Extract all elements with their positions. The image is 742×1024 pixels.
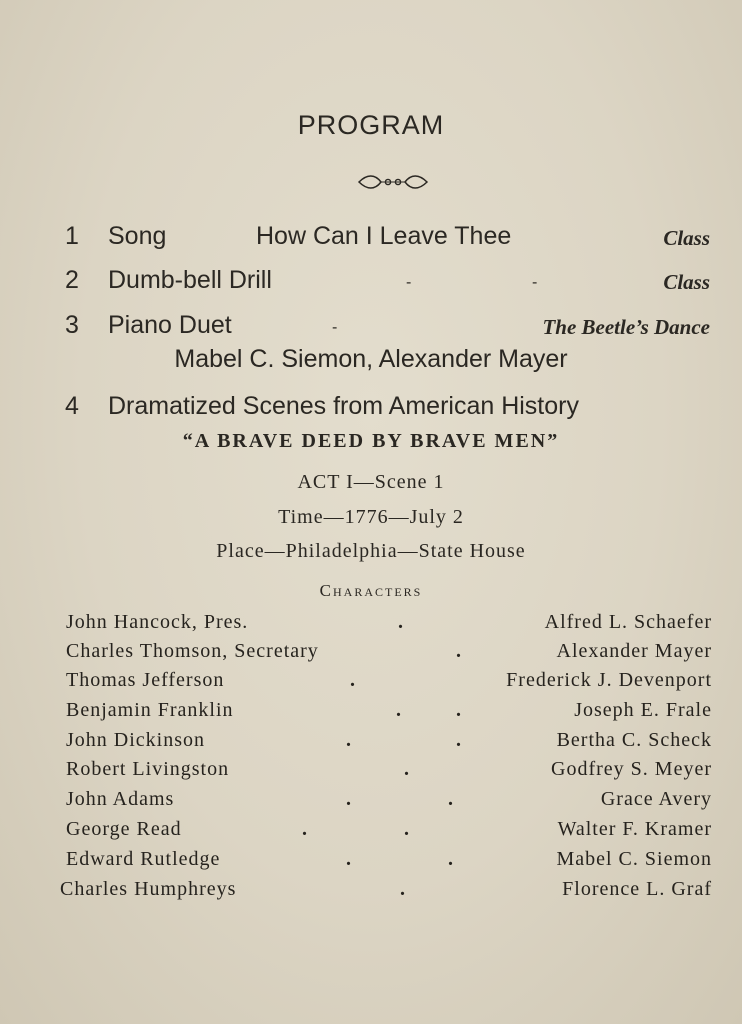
cast-row [0, 758, 742, 786]
play-time: Time—1776—July 2 [278, 506, 464, 528]
leader-dash: - [332, 319, 338, 336]
item-label: Piano Duet [108, 311, 232, 339]
leader-dot: . [350, 669, 356, 691]
cast-row [0, 848, 742, 876]
cast-role: Charles Humphreys [60, 878, 237, 900]
item-performer: Class [663, 270, 710, 294]
leader-dot: . [400, 878, 406, 900]
cast-actor: Bertha C. Scheck [556, 729, 712, 751]
cast-row [0, 699, 742, 727]
cast-role: Thomas Jefferson [66, 669, 225, 691]
leader-dot: . [456, 729, 462, 751]
cast-actor: Joseph E. Frale [574, 699, 712, 721]
leader-dot: . [448, 788, 454, 810]
cast-role: Edward Rutledge [66, 848, 221, 870]
item-label: Dramatized Scenes from American History [108, 392, 579, 420]
act-heading: ACT I—Scene 1 [297, 471, 445, 493]
leader-dot: . [404, 818, 410, 840]
characters-heading: Characters [319, 581, 423, 600]
leader-dot: . [346, 848, 352, 870]
cast-actor: Godfrey S. Meyer [551, 758, 712, 780]
cast-role: George Read [66, 818, 182, 840]
leader-dot: . [346, 788, 352, 810]
item-label: Song [108, 222, 167, 250]
page-title: PROGRAM [297, 110, 445, 140]
item-number: 4 [65, 392, 79, 420]
leader-dash: - [406, 274, 412, 291]
leader-dot: . [346, 729, 352, 751]
cast-actor: Alexander Mayer [556, 640, 712, 662]
cast-actor: Frederick J. Devenport [506, 669, 712, 691]
item-number: 1 [65, 222, 79, 250]
leader-dot: . [404, 758, 410, 780]
cast-actor: Mabel C. Siemon [556, 848, 712, 870]
leader-dot: . [398, 611, 404, 633]
leader-dash: - [532, 274, 538, 291]
leader-dot: . [448, 848, 454, 870]
cast-row [0, 640, 742, 668]
cast-row [0, 818, 742, 846]
leader-dot: . [456, 699, 462, 721]
item-performer: Class [663, 226, 710, 250]
item-number: 3 [65, 311, 79, 339]
cast-row [0, 669, 742, 697]
cast-actor: Walter F. Kramer [557, 818, 712, 840]
cast-role: John Hancock, Pres. [66, 611, 249, 633]
item-performers: Mabel C. Siemon, Alexander Mayer [174, 345, 568, 373]
leader-dot: . [302, 818, 308, 840]
leader-dot: . [456, 640, 462, 662]
fleuron-icon [357, 172, 429, 192]
cast-role: Charles Thomson, Secretary [66, 640, 319, 662]
cast-row [0, 788, 742, 816]
cast-row [0, 729, 742, 757]
item-piece: How Can I Leave Thee [256, 222, 512, 250]
cast-role: John Dickinson [66, 729, 205, 751]
item-piece: The Beetle’s Dance [542, 315, 710, 339]
cast-row [0, 611, 742, 639]
item-number: 2 [65, 266, 79, 294]
item-label: Dumb-bell Drill [108, 266, 272, 294]
play-place: Place—Philadelphia—State House [216, 540, 526, 562]
cast-actor: Alfred L. Schaefer [544, 611, 712, 633]
cast-actor: Grace Avery [600, 788, 712, 810]
cast-role: Robert Livingston [66, 758, 230, 780]
cast-role: John Adams [66, 788, 175, 810]
cast-role: Benjamin Franklin [66, 699, 234, 721]
leader-dot: . [396, 699, 402, 721]
play-title: “A BRAVE DEED BY BRAVE MEN” [182, 430, 560, 452]
cast-actor: Florence L. Graf [562, 878, 712, 900]
cast-row [0, 878, 742, 906]
